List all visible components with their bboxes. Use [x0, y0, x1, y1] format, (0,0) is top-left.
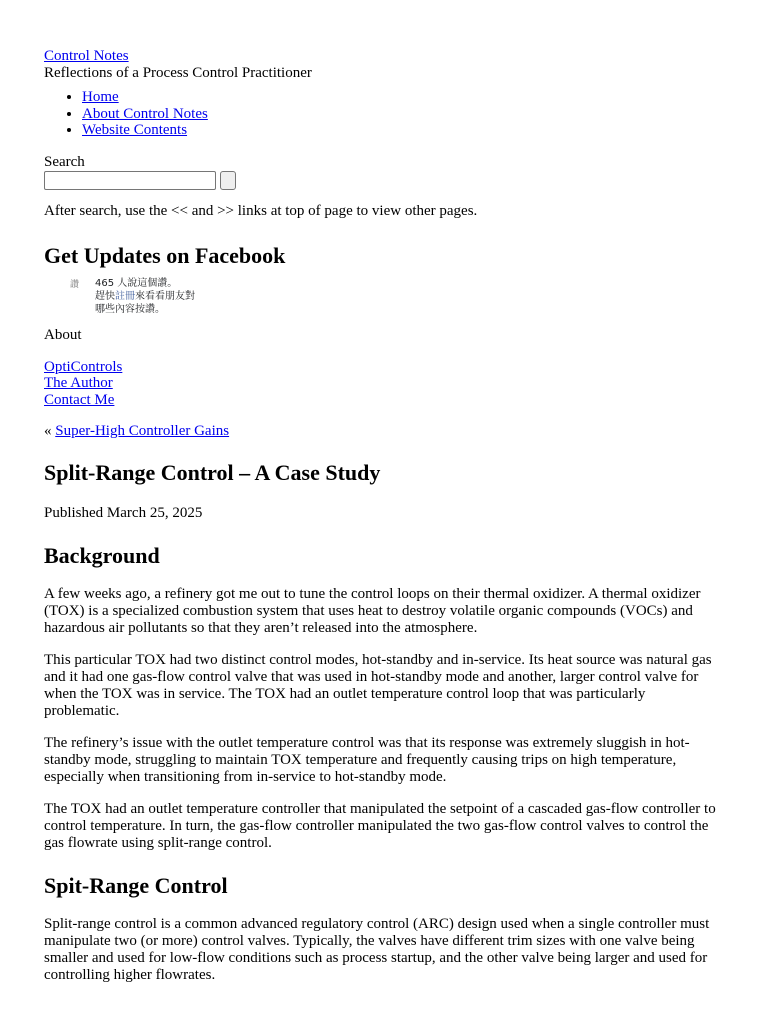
- about-label: About: [44, 326, 82, 343]
- facebook-like-widget: [44, 277, 724, 329]
- section-heading-split-range: Spit-Range Control: [44, 873, 228, 899]
- site-title-link[interactable]: Control Notes: [44, 48, 129, 64]
- like-prompt-pre: 趕快: [95, 290, 115, 302]
- about-links: [44, 359, 724, 409]
- previous-post-link[interactable]: Super-High Controller Gains: [55, 423, 230, 440]
- post-title: Split-Range Control – A Case Study: [44, 460, 381, 486]
- search-form: [44, 171, 724, 191]
- search-label: Search: [44, 153, 85, 170]
- nav-item-contents: [82, 122, 724, 139]
- site-tagline: Reflections of a Process Control Practitioner: [44, 65, 312, 81]
- like-count-text: 465 人說這個讚。: [95, 277, 178, 289]
- like-icon[interactable]: 讚: [70, 279, 80, 290]
- search-button[interactable]: [220, 171, 236, 190]
- facebook-like-text: [95, 277, 195, 316]
- facebook-heading: Get Updates on Facebook: [44, 242, 286, 268]
- search-input[interactable]: [44, 171, 216, 190]
- section-heading-background: Background: [44, 543, 160, 569]
- nav-link-about-control-notes[interactable]: About Control Notes: [82, 105, 208, 122]
- about-link-opticontrols[interactable]: OptiControls: [44, 358, 123, 375]
- facebook-signup-link[interactable]: 註冊: [115, 290, 135, 302]
- about-link-contact[interactable]: Contact Me: [44, 391, 115, 408]
- post-article: [44, 460, 724, 984]
- post-paragraph: This particular TOX had two distinct control modes, hot-standby and in-service. Its heat source was natural gas and it had one gas-flow control valve that was used in hot-standby mode and another, larger control valve for when the TOX was in service. The TOX had an outlet temperature control loop that was particularly problematic.: [44, 652, 712, 720]
- about-link-author[interactable]: The Author: [44, 375, 113, 392]
- nav-link-home[interactable]: Home: [82, 89, 119, 105]
- nav-item-about: [82, 106, 724, 123]
- like-prompt-post: 來看看朋友對哪些內容按讚。: [95, 290, 195, 315]
- main-nav: [44, 89, 724, 139]
- post-paragraph: The TOX had an outlet temperature controller that manipulated the setpoint of a cascaded gas-flow controller to control temperature. In turn, the gas-flow controller manipulated the two gas-flow control valves to control the gas flowrate using split-range control.: [44, 801, 716, 852]
- post-paragraph: Split-range control is a common advanced regulatory control (ARC) design used when a single controller must manipulate two (or more) control valves. Typically, the valves have different trim sizes with one valve being smaller and used for low-flow conditions such as process startup, and the other valve being larger and used for controlling higher flowrates.: [44, 916, 710, 984]
- nav-item-home: [82, 89, 724, 106]
- post-paragraph: The refinery’s issue with the outlet temperature control was that its response was extremely sluggish in hot-standby mode, struggling to maintain TOX temperature and frequently causing trips on high temperature, especially when transitioning from in-service to hot-standby mode.: [44, 735, 690, 786]
- previous-post-nav: [44, 423, 724, 440]
- previous-arrow: «: [44, 423, 52, 440]
- nav-link-website-contents[interactable]: Website Contents: [82, 122, 188, 139]
- post-published-date: Published March 25, 2025: [44, 505, 203, 522]
- site-header: [44, 48, 724, 82]
- post-paragraph: A few weeks ago, a refinery got me out to tune the control loops on their thermal oxidizer. A thermal oxidizer (TOX) is a specialized combustion system that uses heat to destroy volatile organic compounds (VOCs) and hazardous air pollutants so that they aren’t released into the atmosphere.: [44, 586, 701, 637]
- search-help-text: After search, use the << and >> links at top of page to view other pages.: [44, 202, 478, 219]
